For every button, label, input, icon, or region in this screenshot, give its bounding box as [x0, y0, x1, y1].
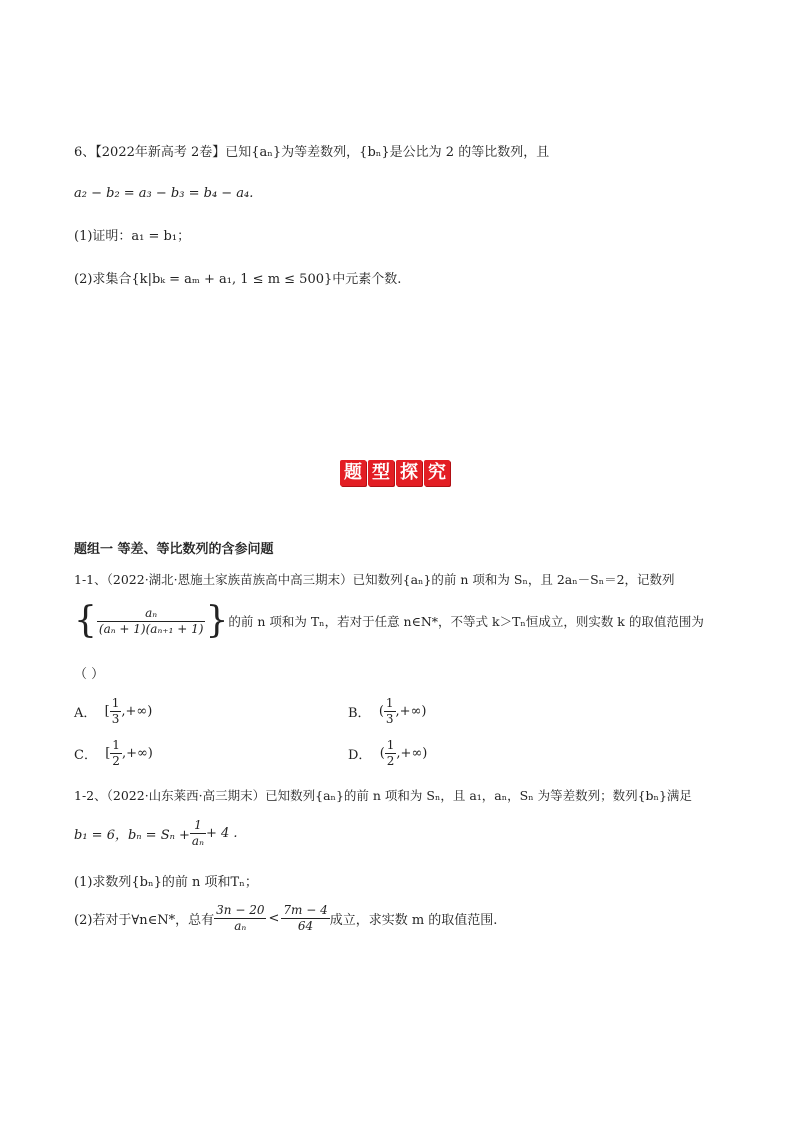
q1-2-part1: (1)求数列{bₙ}的前 n 项和Tₙ； [74, 875, 258, 890]
option-b-right: ,+∞) [395, 704, 427, 719]
q1-2-line2-frac [190, 818, 206, 849]
option-a-label: A． [74, 706, 97, 721]
q1-1-line2 [74, 600, 704, 641]
option-d-left: ( [379, 746, 385, 761]
option-b-den: 3 [385, 712, 394, 726]
q6-equation: a₂ − b₂ = a₃ − b₃ = b₄ − a₄. [74, 186, 254, 201]
q6-intro: 6、【2022年新高考 2卷】已知{aₙ}为等差数列，{bₙ}是公比为 2 的等比数列，且 [74, 145, 550, 160]
banner-char-3: 探 [396, 460, 422, 486]
section-banner [340, 460, 452, 486]
banner-char-1: 题 [340, 460, 366, 486]
q1-2-part2-frac2-den: 64 [297, 919, 314, 933]
q1-2-line2 [74, 818, 238, 849]
q1-2-line2-b: + 4 . [205, 826, 238, 841]
option-d-frac [385, 738, 397, 769]
option-d[interactable] [348, 738, 427, 769]
q1-2-part2-a: (2)若对于∀n∈N*，总有 [74, 913, 215, 928]
option-d-label: D． [348, 748, 372, 763]
banner-char-2: 型 [368, 460, 394, 486]
option-b-frac [384, 696, 396, 727]
q1-2-line1: 1-2、（2022·山东莱西·高三期末）已知数列{aₙ}的前 n 项和为 Sₙ，且 a₁，aₙ，Sₙ 为等差数列；数列{bₙ}满足 [74, 788, 692, 803]
q6-part1: (1)证明：a₁ = b₁； [74, 229, 191, 244]
option-c-left: [ [105, 746, 111, 761]
q1-2-line2-frac-den: aₙ [191, 834, 204, 848]
option-a[interactable] [74, 696, 152, 727]
option-c-right: ,+∞) [121, 746, 153, 761]
q1-2-part2-frac2 [281, 903, 329, 934]
right-brace: } [205, 600, 229, 641]
q1-2-part2-frac1-num: 3n − 20 [216, 903, 265, 917]
option-a-right: ,+∞) [121, 704, 153, 719]
series-fraction [97, 606, 206, 637]
banner-char-4: 究 [424, 460, 450, 486]
option-d-num: 1 [386, 738, 395, 752]
option-d-right: ,+∞) [396, 746, 428, 761]
q1-2-part2-frac1 [214, 903, 266, 934]
q1-2-part2-frac1-den: aₙ [234, 919, 247, 933]
group1-title: 题组一 等差、等比数列的含参问题 [74, 542, 274, 557]
q1-2-part2 [74, 903, 497, 934]
option-c-den: 2 [112, 754, 120, 768]
q1-2-part2-b: 成立，求实数 m 的取值范围. [329, 913, 498, 928]
q6-part2: (2)求集合{k|bₖ = aₘ + a₁, 1 ≤ m ≤ 500}中元素个数. [74, 272, 402, 287]
q1-2-part2-lt: < [268, 911, 280, 926]
series-frac-num: aₙ [97, 606, 206, 622]
q1-1-line1: 1-1、（2022·湖北·恩施土家族苗族高中高三期末）已知数列{aₙ}的前 n 项和为 Sₙ，且 2aₙ－Sₙ＝2，记数列 [74, 572, 675, 587]
option-b-num: 1 [385, 696, 394, 710]
q1-2-line2-frac-num: 1 [190, 818, 206, 834]
option-d-den: 2 [386, 754, 395, 768]
option-b-label: B． [348, 706, 371, 721]
option-c-frac [110, 738, 122, 769]
option-c-label: C． [74, 748, 97, 763]
option-c[interactable] [74, 738, 153, 769]
left-brace: { [74, 600, 97, 641]
q1-1-line2-rest: 的前 n 项和为 Tₙ，若对于任意 n∈N*，不等式 k＞Tₙ恒成立，则实数 k 的取值范围为 [228, 614, 704, 629]
q1-2-part2-frac2-num: 7m − 4 [283, 903, 328, 917]
option-b-left: ( [378, 704, 384, 719]
option-a-den: 3 [111, 712, 120, 726]
series-frac-den: (aₙ + 1)(aₙ₊₁ + 1) [98, 621, 204, 636]
option-a-frac [110, 696, 122, 727]
option-a-left: [ [104, 704, 110, 719]
q1-1-paren: （ ） [74, 667, 105, 682]
option-b[interactable] [348, 696, 426, 727]
option-a-num: 1 [111, 696, 120, 710]
option-c-num: 1 [112, 738, 120, 752]
q1-2-line2-a: b₁ = 6，bₙ = Sₙ + [74, 828, 190, 843]
